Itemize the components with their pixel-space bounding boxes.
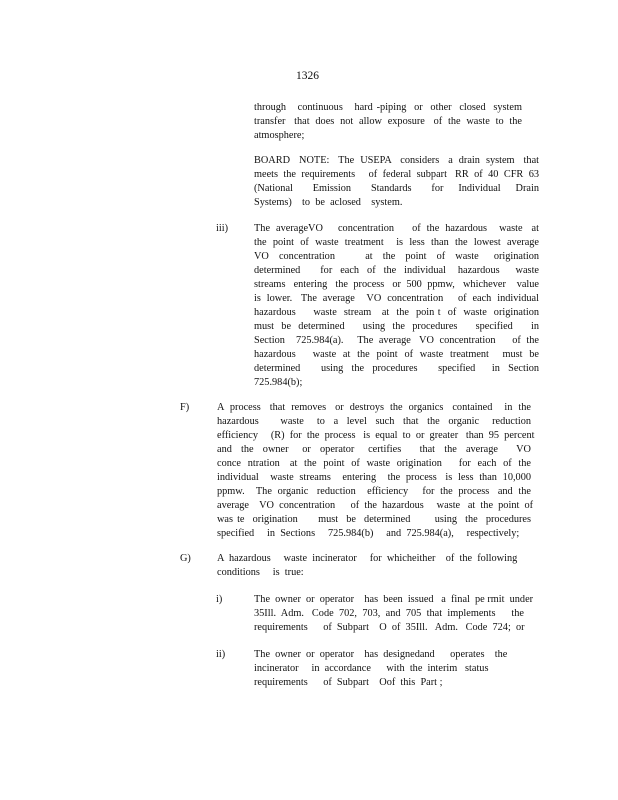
text-line: the point of waste treatment is less than the lowest average bbox=[254, 237, 539, 248]
text-line: VO concentration at the point of waste origination bbox=[254, 251, 539, 262]
text-line: A process that removes or destroys the organics contained in the bbox=[217, 402, 531, 413]
text-line: was te origination must be determined using the procedures bbox=[217, 514, 531, 525]
text-line: requirements of Subpart O of 35Ill. Adm. Code 724; or bbox=[254, 622, 525, 633]
text-line: must be determined using the procedures specified in bbox=[254, 321, 539, 332]
text-line: BOARD NOTE: The USEPA considers a drain system that bbox=[254, 155, 539, 166]
paragraph-continuation bbox=[254, 101, 522, 143]
text-line: Systems) to be aclosed system. bbox=[254, 197, 403, 208]
board-note bbox=[254, 154, 539, 210]
text-line: hazardous waste stream at the poin t of waste origination bbox=[254, 307, 539, 318]
text-line: A hazardous waste incinerator for whicheither of the following bbox=[217, 553, 518, 564]
text-line: incinerator in accordance with the interim status bbox=[254, 663, 489, 674]
text-line: and the owner or operator certifies that the average VO bbox=[217, 444, 531, 455]
text-line: (National Emission Standards for Individual Drain bbox=[254, 183, 539, 194]
text-line: Section 725.984(a). The average VO concentration of the bbox=[254, 335, 539, 346]
text-line: transfer that does not allow exposure of the waste to the bbox=[254, 116, 522, 127]
paragraph-Gi bbox=[254, 593, 534, 635]
text-line: conce ntration at the point of waste origination for each of the bbox=[217, 458, 531, 469]
page-number: 1326 bbox=[296, 70, 319, 82]
text-line: The averageVO concentration of the hazardous waste at bbox=[254, 223, 539, 234]
text-line: specified in Sections 725.984(b) and 725.984(a), respectively; bbox=[217, 528, 520, 539]
item-marker-Gii: ii) bbox=[216, 649, 226, 660]
text-line: individual waste streams entering the process is less than 10,000 bbox=[217, 472, 531, 483]
paragraph-Gii bbox=[254, 648, 514, 690]
text-line: atmosphere; bbox=[254, 130, 305, 141]
text-line: determined for each of the individual hazardous waste bbox=[254, 265, 539, 276]
paragraph-F bbox=[217, 401, 535, 541]
text-line: 725.984(b); bbox=[254, 377, 303, 388]
text-line: conditions is true: bbox=[217, 567, 304, 578]
text-line: determined using the procedures specified in Section bbox=[254, 363, 539, 374]
text-line: streams entering the process or 500 ppmw, whichever value bbox=[254, 279, 539, 290]
item-marker-Gi: i) bbox=[216, 594, 223, 605]
text-line: through continuous hard -piping or other closed system bbox=[254, 102, 522, 113]
text-line: The owner or operator has been issued a final pe rmit under bbox=[254, 594, 534, 605]
text-line: efficiency (R) for the process is equal to or greater than 95 percent bbox=[217, 430, 535, 441]
item-marker-G: G) bbox=[180, 553, 191, 564]
item-marker-iii: iii) bbox=[216, 223, 229, 234]
item-marker-F: F) bbox=[180, 402, 190, 413]
text-line: hazardous waste to a level such that the organic reduction bbox=[217, 416, 531, 427]
paragraph-iii bbox=[254, 222, 539, 390]
text-line: average VO concentration of the hazardous waste at the point of bbox=[217, 500, 534, 511]
text-line: meets the requirements of federal subpart RR of 40 CFR 63 bbox=[254, 169, 539, 180]
text-line: ppmw. The organic reduction efficiency for the process and the bbox=[217, 486, 531, 497]
paragraph-G bbox=[217, 552, 517, 580]
text-line: The owner or operator has designedand operates the bbox=[254, 649, 508, 660]
text-line: hazardous waste at the point of waste treatment must be bbox=[254, 349, 539, 360]
text-line: requirements of Subpart Oof this Part ; bbox=[254, 677, 443, 688]
text-line: 35Ill. Adm. Code 702, 703, and 705 that implements the bbox=[254, 608, 524, 619]
text-line: is lower. The average VO concentration of each individual bbox=[254, 293, 539, 304]
